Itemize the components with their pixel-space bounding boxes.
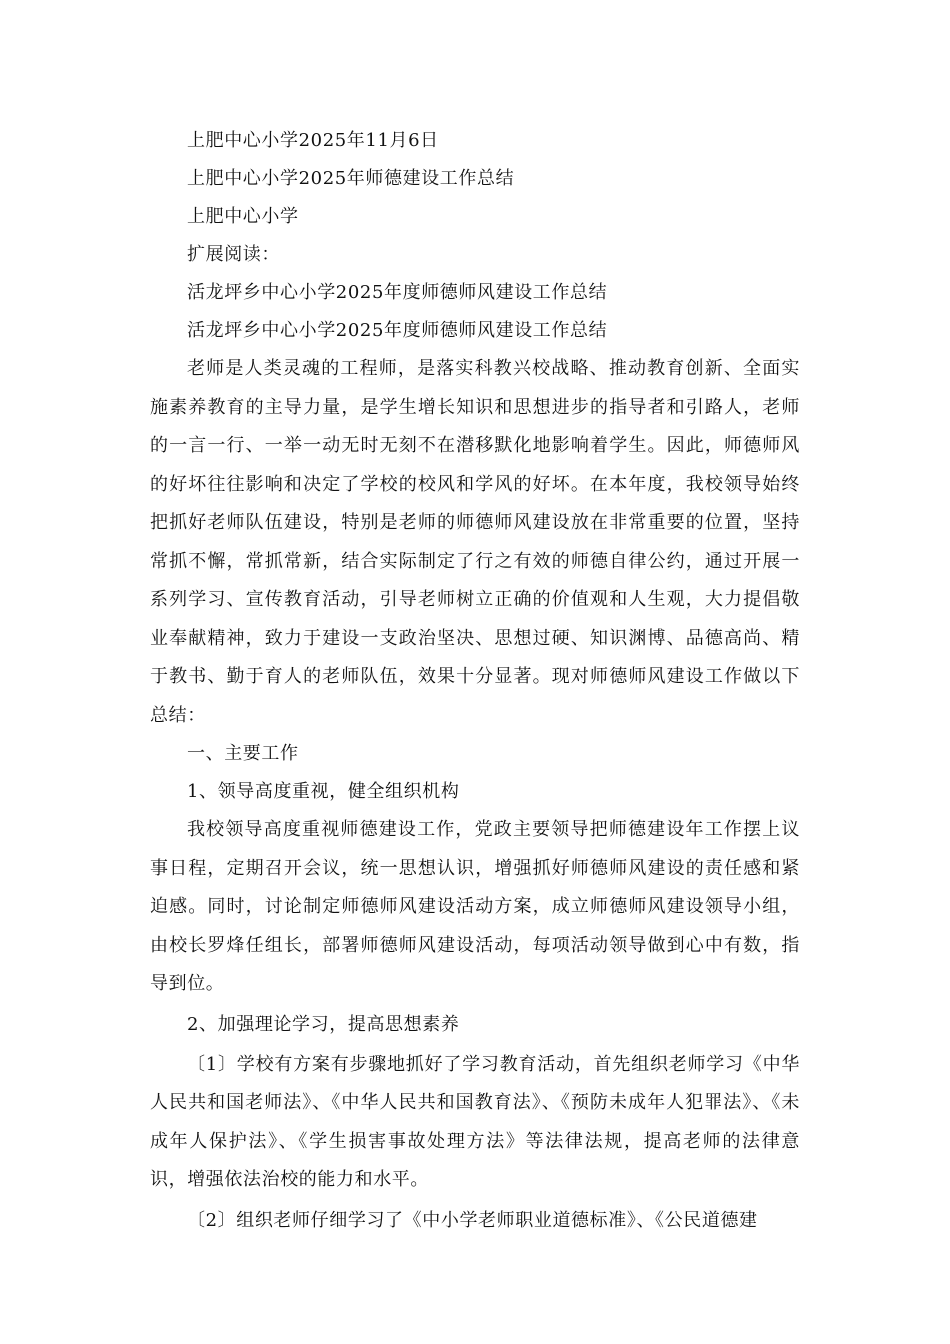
intro-paragraph: 老师是人类灵魂的工程师，是落实科教兴校战略、推动教育创新、全面实施素养教育的主导力量，是学生增长知识和思想进步的指导者和引路人，老师的一言一行、一举一动无时无刻不在潜移默化地影响着学生。因此，师德师风的好坏往往影响和决定了学校的校风和学风的好坏。在本年度，我校领导始终把抓好老师队伍建设，特别是老师的师德师风建设放在非常重要的位置，坚持常抓不懈，常抓常新，结合实际制定了行之有效的师德自律公约，通过开展一系列学习、宣传教育活动，引导老师树立正确的价值观和人生观，大力提倡敬业奉献精神，致力于建设一支政治坚决、思想过硬、知识渊博、品德高尚、精于教书、勤于育人的老师队伍，效果十分显著。现对师德师风建设工作做以下总结： bbox=[150, 358, 800, 726]
study-paragraph-1: 〔1〕学校有方案有步骤地抓好了学习教育活动，首先组织老师学习《中华人民共和国老师法》、《中华人民共和国教育法》、《预防未成年人犯罪法》、《未成年人保护法》、《学生损害事故处理方法》等法律法规，提高老师的法律意识，增强依法治校的能力和水平。 bbox=[150, 1053, 800, 1190]
extended-title-1: 活龙坪乡中心小学2025年度师德师风建设工作总结 bbox=[187, 282, 608, 303]
school-name: 上肥中心小学 bbox=[187, 206, 299, 227]
date-line: 上肥中心小学2025年11月6日 bbox=[187, 130, 439, 151]
document-title: 上肥中心小学2025年师德建设工作总结 bbox=[187, 168, 515, 189]
document-body bbox=[150, 122, 800, 1240]
subheading-theory-study: 2、加强理论学习，提高思想素养 bbox=[187, 1013, 460, 1035]
study-paragraph-2: 〔2〕组织老师仔细学习了《中小学老师职业道德标准》、《公民道德建 bbox=[187, 1209, 758, 1231]
leadership-paragraph: 我校领导高度重视师德建设工作，党政主要领导把师德建设年工作摆上议事日程，定期召开会议，统一思想认识，增强抓好师德师风建设的责任感和紧迫感。同时，讨论制定师德师风建设活动方案，成立师德师风建设领导小组，由校长罗烽任组长，部署师德师风建设活动，每项活动领导做到心中有数，指导到位。 bbox=[150, 819, 800, 994]
extended-title-2: 活龙坪乡中心小学2025年度师德师风建设工作总结 bbox=[187, 320, 608, 341]
extended-reading-label: 扩展阅读： bbox=[187, 244, 280, 265]
section-heading-main-work: 一、主要工作 bbox=[187, 743, 299, 764]
subheading-leadership: 1、领导高度重视，健全组织机构 bbox=[187, 781, 460, 802]
